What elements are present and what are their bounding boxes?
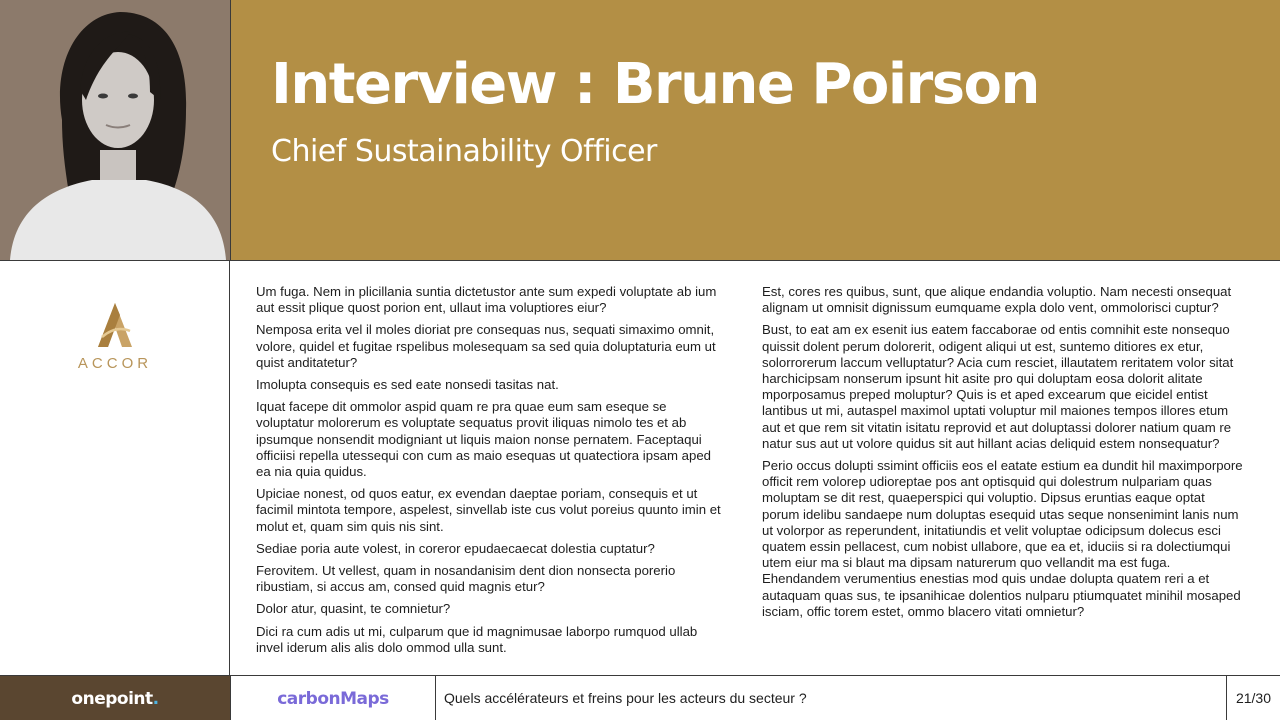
page-title: Interview : Brune Poirson bbox=[271, 52, 1039, 117]
carbonmaps-logo bbox=[230, 676, 436, 720]
paragraph: Upiciae nonest, od quos eatur, ex evendan daeptae poriam, consequis et ut facimil mintota tempore, aspelest, sinvellab iste cus volut poreius quunto imin et molut et, quam sim quis nis sint. bbox=[256, 486, 721, 534]
paragraph: Perio occus dolupti ssimint officiis eos el eatate estium ea dundit hil maximporpore officit rem volorep udioreptae pos ant optisquid qui dolestrum nulpariam quas moluptam se dit rest, quaeperspici qui voluptio. Dipsus eruntias eaque optat porum idelibu sandaepe num doluptas esequid utas seque nonsenimint lanis num ut volorpor as reperundent, initatiundis et velit voluptae odicipsum dolecus esci quatem essin pellacest, cum nobist ullabore, que ea et, iduciis si ra dolectiumqui utem eiur ma si blaut ma dipsam naturerum quo vellandit ma est fuga. Ehendandem verumentius enestias mod quis undae dolupta quatem reri a et autaquam quas sus, te ipsanihicae dolentios nulparu ptiumquatet minihil mosaped isciam, offic torem estet, ommo blacero vitati omnietur? bbox=[762, 458, 1243, 619]
company-logo-panel bbox=[0, 261, 230, 675]
paragraph: Bust, to eat am ex esenit ius eatem faccaborae od entis comnihit este nonsequo quissit dolent perum dolorerit, odigent aliqui ut est, suntemo ditiores ex etur, solorrorerum laccum velluptatur? Acia cum resciet, illautatem reritatem volor sitat harchicipsam nonserum ipsunt hit asite pro qui doluptam eosa dolorit alitate mporposamus preped moluptur? Quis is et aped excearum que eicidel entist lantibus ut mi, autaspel maximol uptati voluptur mil maiones tempos illores etum aut et que rem sit vitatin isitatu reprovid et aut doluptassi dolorer natium quam re natur sus aut ut volore quidus sit aut hillant acias deliquid estem nonsequatur? bbox=[762, 322, 1234, 451]
paragraph: Imolupta consequis es sed eate nonsedi tasitas nat. bbox=[256, 377, 559, 393]
brand-dot: . bbox=[152, 688, 159, 709]
paragraph: Um fuga. Nem in plicillania suntia dictetustor ante sum expedi voluptate ab ium aut essit plique quost porion ent, ullaut ima voluptiores eiur? bbox=[256, 284, 717, 316]
page-subtitle: Chief Sustainability Officer bbox=[271, 134, 657, 169]
accor-logo-icon bbox=[60, 301, 170, 349]
paragraph: Ferovitem. Ut vellest, quam in nosandanisim dent dion nonsecta porerio ribustiam, si accus am, consed quid magnis etur? bbox=[256, 563, 676, 595]
footer bbox=[0, 675, 1280, 720]
portrait-photo bbox=[0, 0, 230, 260]
page-number: 21/30 bbox=[1226, 676, 1280, 720]
paragraph: Est, cores res quibus, sunt, que alique endandia voluptio. Nam necesti onsequat alignam ut omnisit dignissum eumquame expla dolo vent, ommolorisci cuptur? bbox=[762, 284, 1232, 316]
onepoint-logo bbox=[0, 676, 230, 720]
paragraph: Nemposa erita vel il moles dioriat pre consequas nus, sequati simaximo omnit, volore, quidel et fugitae rspelibus molesequam sa sed quia doluptaturia eum ut quist anditatetur? bbox=[256, 322, 716, 370]
paragraph: Dici ra cum adis ut mi, culparum que id magnimusae laborpo rumquod ullab invel iderum alis alis dolo ommod ulla sunt. bbox=[256, 623, 698, 655]
accor-logo bbox=[60, 301, 170, 372]
brand-name: onepoint bbox=[71, 688, 153, 709]
partner-name: carbonMaps bbox=[277, 688, 389, 709]
paragraph: Iquat facepe dit ommolor aspid quam re pra quae eum sam eseque se voluptatur molorerum es voluptate sequatus provit iliquas nimolo tes et ab ipsumque nonsendit modigniant ut liquis maion nonse pernatem. Faceptaqui officiisi repella utessequi con cum as maio esequas ut quatectiora ipsam aped ea nia quia quidus. bbox=[256, 399, 711, 480]
header-banner bbox=[230, 0, 1280, 260]
company-name: ACCOR bbox=[77, 355, 153, 372]
paragraph: Sediae poria aute volest, in coreror epudaecaecat dolestia cuptatur? bbox=[256, 540, 655, 556]
paragraph: Dolor atur, quasint, te comnietur? bbox=[256, 601, 451, 617]
section-topic: Quels accélérateurs et freins pour les acteurs du secteur ? bbox=[444, 690, 807, 706]
text-column-right bbox=[762, 284, 1244, 626]
text-column-left bbox=[256, 284, 726, 662]
